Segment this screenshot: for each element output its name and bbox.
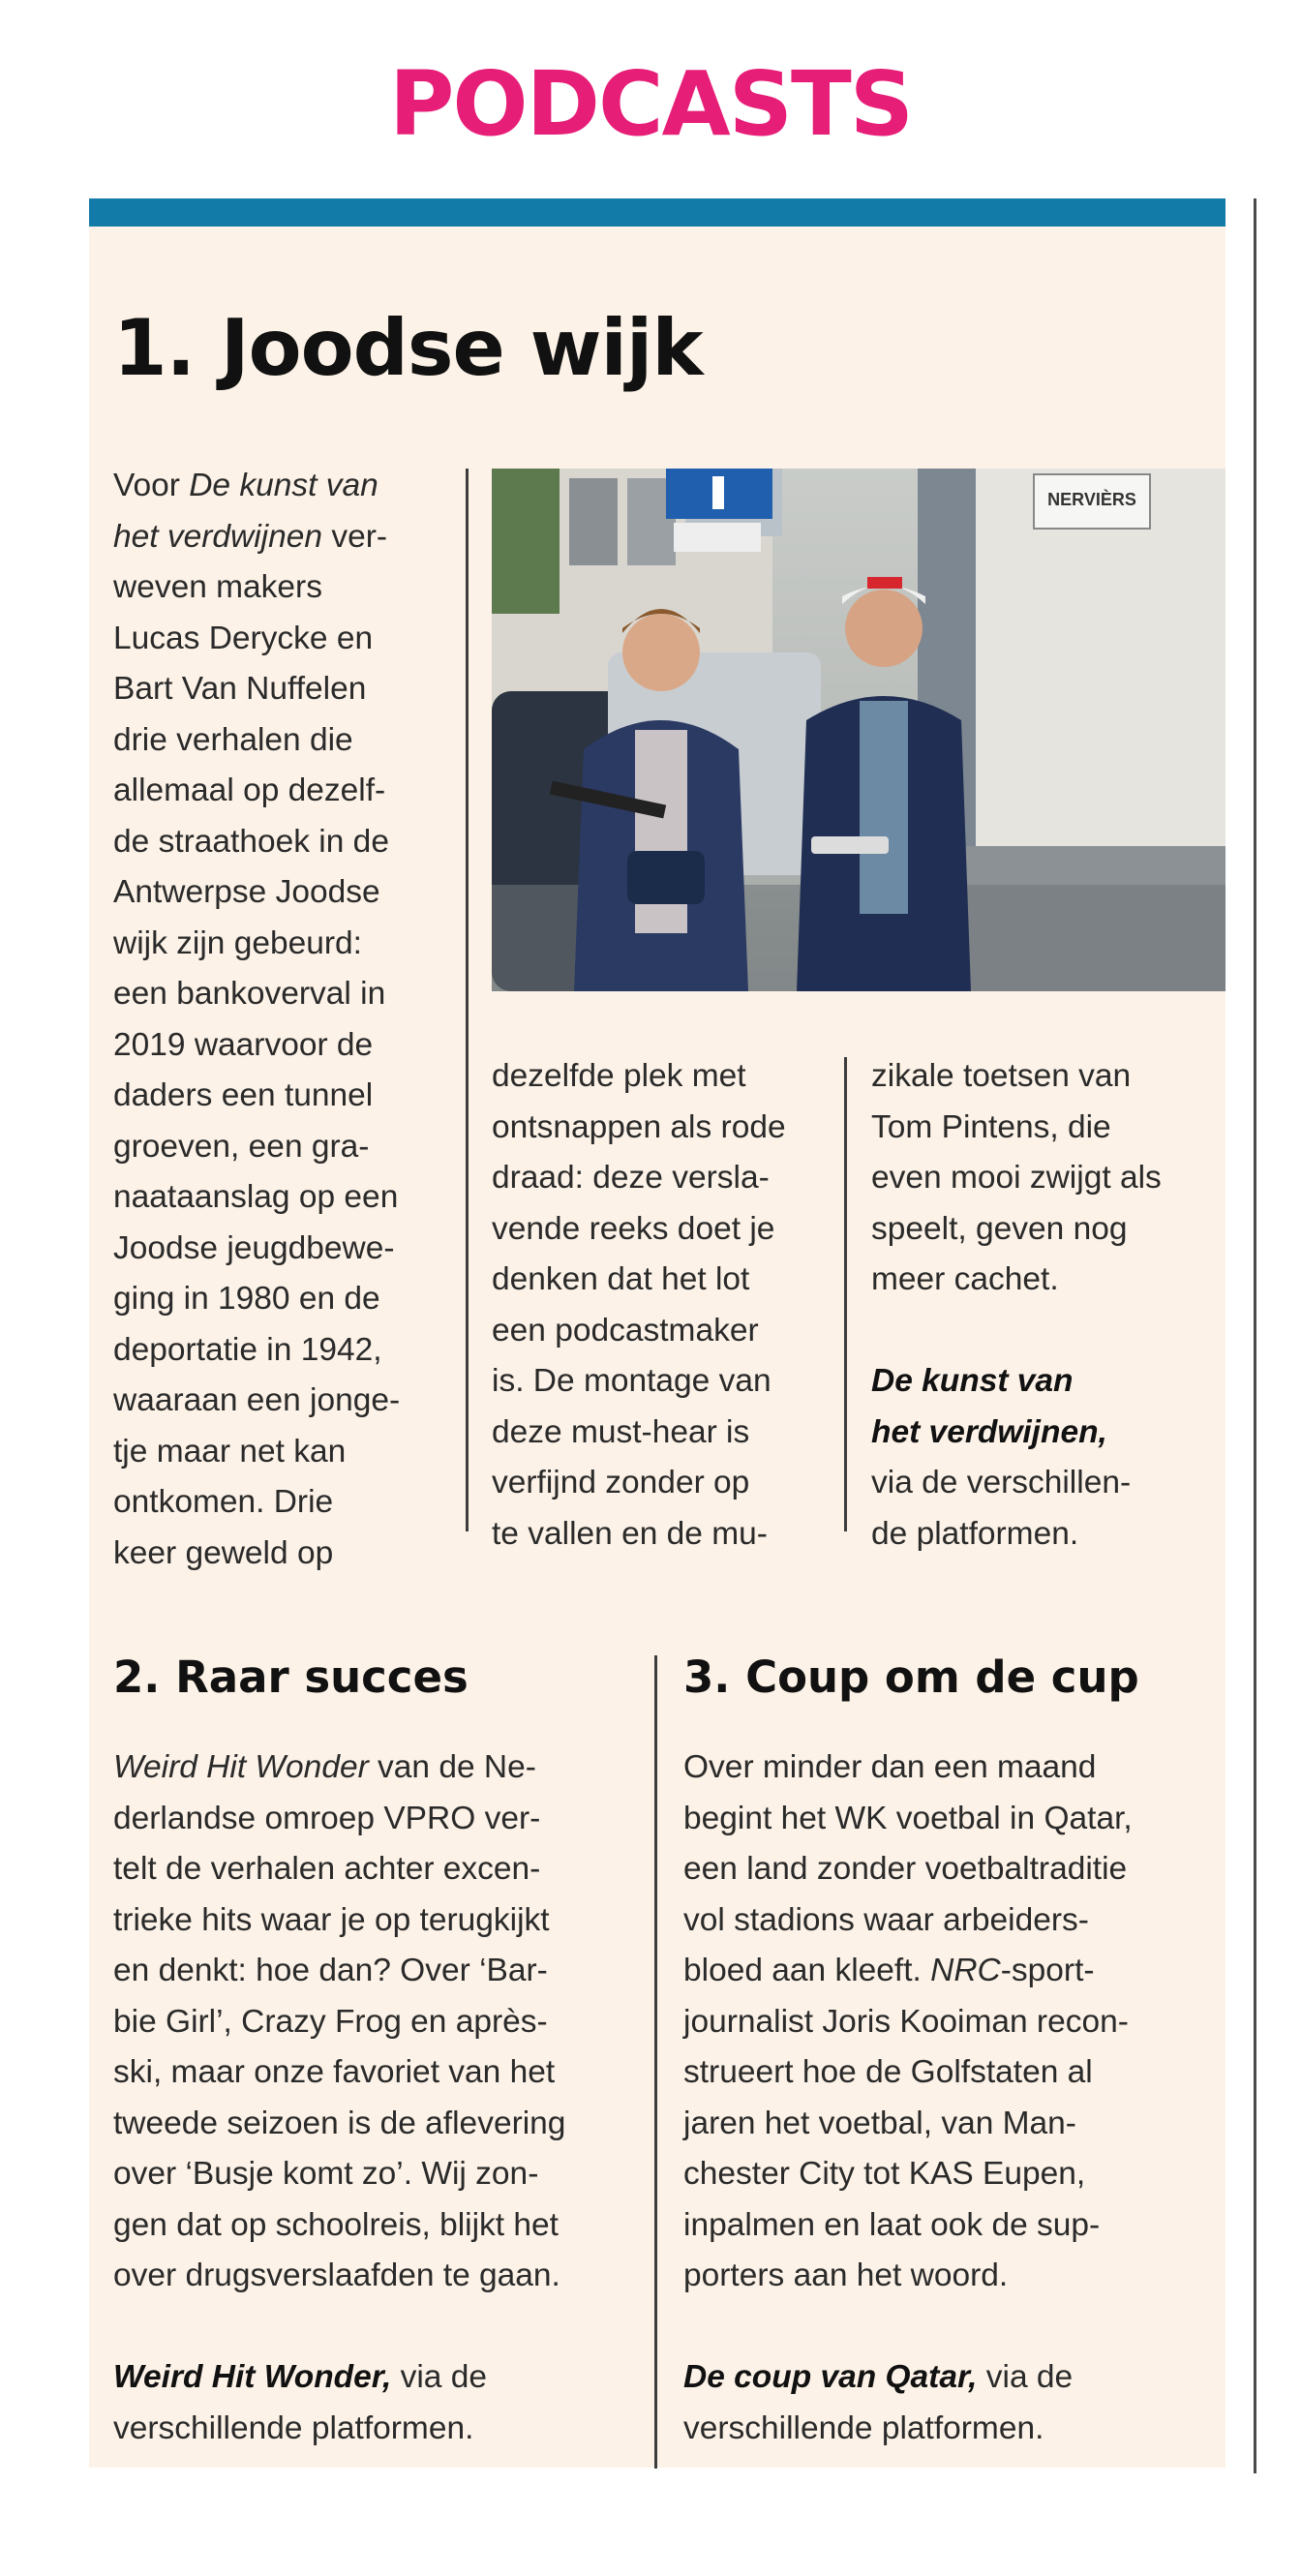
column-divider (654, 1655, 657, 2469)
text-line: dezelfde plek met (492, 1058, 746, 1094)
article3-body (683, 1743, 1133, 2454)
street-sign-text: NERVIÈRS (1047, 490, 1136, 509)
text-line: weven makers (113, 569, 322, 605)
article2-title: 2. Raar succes (113, 1652, 469, 1703)
page-edge-rule (1254, 198, 1256, 2473)
text-line: zikale toetsen van (871, 1058, 1132, 1094)
photo-illustration (492, 469, 1225, 991)
text-line: ging in 1980 en de (113, 1281, 380, 1317)
credit-text: via de verschillen- (871, 1465, 1132, 1500)
article1-column-1 (113, 461, 400, 1579)
text-line: daders een tunnel (113, 1077, 374, 1113)
text: bloed aan kleeft. (683, 1953, 931, 1988)
column-divider (466, 469, 469, 1531)
text-line: trieke hits waar je op terugkijkt (113, 1901, 550, 1938)
text-line: begint het WK voetbal in Qatar, (683, 1800, 1133, 1836)
credit-text: verschillende platformen. (683, 2409, 1044, 2446)
credit-title: het verdwijnen, (871, 1413, 1107, 1450)
text-line: is. De montage van (492, 1363, 772, 1399)
text-line: journalist Joris Kooiman recon- (683, 2003, 1129, 2040)
text-line: tje maar net kan (113, 1433, 347, 1470)
text-line: 2019 waarvoor de (113, 1026, 374, 1063)
text-line: inpalmen en laat ook de sup- (683, 2206, 1101, 2243)
text-line: een bankoverval in (113, 976, 386, 1012)
credit-text: de platformen. (871, 1515, 1079, 1552)
publication-name-inline: NRC (930, 1953, 1001, 1988)
text-line: vende reeks doet je (492, 1210, 775, 1247)
text-line: een land zonder voetbaltraditie (683, 1851, 1128, 1887)
text-line: te vallen en de mu- (492, 1515, 768, 1552)
text-line: jaren het voetbal, van Man- (683, 2105, 1076, 2141)
text-line: chester City tot KAS Eupen, (683, 2156, 1086, 2192)
text-line: allemaal op dezelf- (113, 773, 386, 808)
text-line: deze must-hear is (492, 1413, 750, 1450)
credit-title: Weird Hit Wonder, (113, 2359, 392, 2395)
text-line: de straathoek in de (113, 823, 389, 860)
text-line: denken dat het lot (492, 1261, 750, 1297)
text-line: tweede seizoen is de aflevering (113, 2105, 566, 2141)
text: van de Ne- (368, 1749, 536, 1785)
podcast-title-inline: het verdwijnen (113, 518, 323, 555)
article2-body (113, 1743, 565, 2454)
text-line: over ‘Busje komt zo’. Wij zon- (113, 2156, 539, 2192)
text-line: Tom Pintens, die (871, 1108, 1111, 1145)
text-line: Joodse jeugdbewe- (113, 1229, 395, 1266)
text-line: verfijnd zonder op (492, 1465, 750, 1500)
column-divider (844, 1057, 847, 1531)
text-line: wijk zijn gebeurd: (113, 924, 362, 961)
text-line: ontsnappen als rode (492, 1108, 786, 1145)
text-line: een podcastmaker (492, 1312, 759, 1349)
text-line: Antwerpse Joodse (113, 874, 380, 910)
text-line: draad: deze versla- (492, 1160, 770, 1196)
text-line: derlandse omroep VPRO ver- (113, 1800, 541, 1836)
text-line: drie verhalen die (113, 721, 353, 758)
text-line: Lucas Derycke en (113, 620, 374, 656)
podcast-title-inline: De kunst van (189, 468, 378, 503)
podcast-title-inline: Weird Hit Wonder (113, 1749, 369, 1785)
text-line: keer geweld op (113, 1534, 334, 1571)
text-line: Over minder dan een maand (683, 1749, 1097, 1785)
text-line: naataanslag op een (113, 1179, 399, 1215)
text-line: vol stadions waar arbeiders- (683, 1901, 1089, 1938)
article1-title: 1. Joodse wijk (113, 303, 703, 393)
text-line: even mooi zwijgt als (871, 1160, 1162, 1196)
text-line: strueert hoe de Golfstaten al (683, 2054, 1093, 2090)
text-line: en denkt: hoe dan? Over ‘Bar- (113, 1953, 548, 1988)
top-color-bar (89, 198, 1225, 227)
text-line: porters aan het woord. (683, 2258, 1009, 2293)
text-line: groeven, een gra- (113, 1128, 370, 1165)
section-title: PODCASTS (389, 52, 912, 156)
article1-photo (492, 469, 1225, 991)
text-line: meer cachet. (871, 1261, 1059, 1297)
credit-text: verschillende platformen. (113, 2409, 474, 2446)
credit-title: De coup van Qatar, (683, 2359, 978, 2395)
text-line: speelt, geven nog (871, 1210, 1128, 1247)
text-line: ski, maar onze favoriet van het (113, 2054, 556, 2090)
text-line: gen dat op schoolreis, blijkt het (113, 2206, 559, 2243)
text-line: over drugsverslaafden te gaan. (113, 2258, 560, 2293)
text-line: telt de verhalen achter excen- (113, 1851, 541, 1887)
credit-text: via de (977, 2359, 1074, 2395)
text-line: Bart Van Nuffelen (113, 671, 367, 707)
text: -sport- (1000, 1953, 1095, 1988)
text: Voor (113, 468, 190, 503)
credit-text: via de (391, 2359, 487, 2395)
text-line: ontkomen. Drie (113, 1484, 334, 1520)
text: ver- (322, 518, 388, 555)
text-line: deportatie in 1942, (113, 1331, 382, 1368)
text-line: waaraan een jonge- (113, 1382, 401, 1418)
article1-column-3 (871, 1051, 1162, 1560)
text-line: bie Girl’, Crazy Frog en après- (113, 2003, 548, 2040)
credit-title: De kunst van (871, 1363, 1074, 1399)
article3-title: 3. Coup om de cup (683, 1652, 1139, 1703)
article1-column-2 (492, 1051, 786, 1560)
